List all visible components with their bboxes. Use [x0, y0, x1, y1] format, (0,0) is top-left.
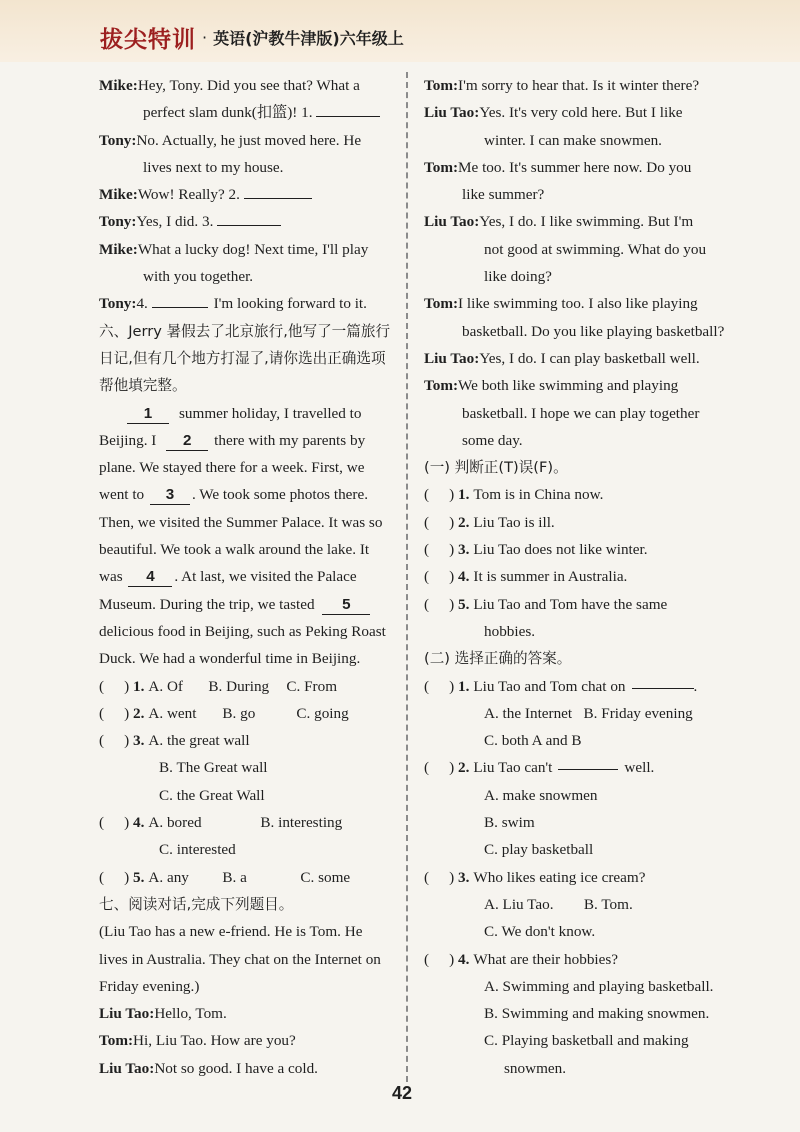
question-text: It is summer in Australia.	[473, 568, 628, 586]
gap-number: 2	[166, 432, 208, 451]
dialogue-text: Hi, Liu Tao. How are you?	[133, 1032, 296, 1050]
dialogue-text: perfect slam dunk(扣篮)! 1.	[143, 104, 317, 122]
question-text: Liu Tao and Tom have the same	[473, 595, 668, 613]
question-number: 5.	[458, 595, 470, 613]
option: C. going	[296, 704, 349, 722]
option: A. any	[148, 868, 189, 886]
option: A. bored	[148, 814, 202, 832]
answer-paren[interactable]: ( )	[99, 704, 130, 722]
passage-line: plane. We stayed there for a week. First, we	[99, 459, 365, 477]
passage-text: . We took some photos there.	[191, 486, 369, 504]
answer-paren[interactable]: ( )	[424, 950, 455, 968]
option: B. Swimming and making snowmen.	[484, 1005, 710, 1023]
question-number: 2.	[133, 704, 145, 722]
option: B. swim	[484, 814, 535, 832]
dialogue-line: basketball. I hope we can play together	[462, 404, 700, 422]
passage-text: . At last, we visited the Palace	[174, 568, 357, 586]
question-tail: well.	[624, 759, 655, 777]
tf-question	[424, 536, 730, 563]
question-number: 3.	[458, 868, 470, 886]
option: B. During	[208, 677, 270, 695]
option: C. Playing basketball and making	[484, 1032, 689, 1050]
mc-question	[424, 864, 730, 891]
answer-blank[interactable]	[217, 210, 281, 226]
passage-text: was	[99, 568, 123, 586]
dialogue-line: winter. I can make snowmen.	[484, 131, 662, 149]
speaker: Liu Tao:	[99, 1059, 155, 1077]
passage-line: Then, we visited the Summer Palace. It was so	[99, 513, 383, 531]
section-six-title-line: 日记,但有几个地方打湿了,请你选出正确选项	[99, 349, 386, 367]
answer-blank[interactable]	[244, 183, 312, 199]
passage-line	[99, 427, 399, 454]
dialogue-text: Not so good. I have a cold.	[154, 1059, 318, 1077]
section-seven-title: 七、阅读对话,完成下列题目。	[99, 895, 294, 913]
answer-paren[interactable]: ( )	[99, 677, 130, 695]
question-number: 4.	[458, 950, 470, 968]
answer-blank[interactable]	[152, 292, 208, 308]
speaker: Tom:	[424, 77, 459, 94]
speaker: Liu Tao:	[424, 349, 480, 367]
dialogue-text: Wow! Really? 2.	[137, 186, 244, 204]
answer-paren[interactable]: ( )	[99, 868, 130, 886]
answer-paren[interactable]: ( )	[424, 486, 455, 504]
dialogue-line	[99, 72, 399, 99]
question-text: What are their hobbies?	[473, 950, 619, 968]
answer-paren[interactable]: ( )	[99, 732, 130, 750]
dialogue-line	[99, 1055, 399, 1082]
choice-question-4	[99, 809, 399, 836]
question-text: Liu Tao does not like winter.	[473, 541, 648, 559]
choice-question-5	[99, 864, 399, 891]
dialogue-text: Hey, Tony. Did you see that? What a	[137, 77, 360, 94]
option: A. the great wall	[148, 732, 250, 750]
option: C. play basketball	[484, 841, 594, 859]
section-six-title-line: 帮他填完整。	[99, 377, 187, 395]
option: A. the Internet B. Friday evening	[484, 704, 693, 722]
passage-text: summer holiday, I travelled to	[179, 404, 362, 422]
question-text: Liu Tao can't	[473, 759, 553, 777]
dialogue-line	[99, 208, 399, 235]
page-header	[0, 0, 800, 62]
question-text: hobbies.	[484, 622, 536, 640]
option: A. went	[148, 704, 197, 722]
option: C. From	[286, 677, 338, 695]
speaker: Tony:	[99, 295, 137, 313]
speaker: Mike:	[99, 77, 138, 94]
answer-paren[interactable]: ( )	[424, 868, 455, 886]
speaker: Tony:	[99, 213, 137, 231]
tf-question	[424, 509, 730, 536]
passage-line	[99, 400, 399, 427]
passage-line	[99, 481, 399, 508]
dialogue-text: Yes, I do. I like swimming. But I'm	[479, 213, 694, 231]
dialogue-text: with you together.	[143, 268, 254, 286]
speaker: Liu Tao:	[424, 213, 480, 231]
dialogue-text: Yes, I did. 3.	[136, 213, 218, 231]
passage-line: delicious food in Beijing, such as Peking Roast	[99, 622, 386, 640]
tf-question	[424, 591, 730, 618]
dialogue-line	[424, 290, 730, 317]
dialogue-text: Me too. It's summer here now. Do you	[458, 158, 692, 176]
mc-question	[424, 946, 730, 973]
passage-text: Museum. During the trip, we tasted	[99, 595, 315, 613]
speaker: Liu Tao:	[99, 1005, 155, 1023]
dialogue-text: I like swimming too. I also like playing	[458, 295, 698, 313]
question-number: 3.	[458, 541, 470, 559]
answer-blank[interactable]	[632, 673, 694, 689]
speaker: Mike:	[99, 186, 138, 204]
question-number: 2.	[458, 759, 470, 777]
answer-blank[interactable]	[316, 101, 380, 117]
option: A. Of	[148, 677, 183, 695]
choice-question-2	[99, 700, 399, 727]
answer-paren[interactable]: ( )	[424, 513, 455, 531]
option: B. interesting	[260, 814, 343, 832]
passage-text: there with my parents by	[214, 431, 366, 449]
dialogue-text: I'm sorry to hear that. Is it winter there?	[458, 77, 700, 94]
question-number: 4.	[458, 568, 470, 586]
dialogue-text: 4.	[136, 295, 152, 313]
intro-line: lives in Australia. They chat on the Internet on	[99, 950, 381, 968]
answer-paren[interactable]: ( )	[424, 541, 455, 559]
dialogue-line	[99, 263, 399, 290]
speaker: Tony:	[99, 131, 137, 149]
question-number: 1.	[458, 486, 470, 504]
right-column	[424, 72, 730, 1082]
brand	[100, 20, 404, 54]
passage-line	[99, 591, 399, 618]
question-number: 1.	[133, 677, 145, 695]
dialogue-text: No. Actually, he just moved here. He	[136, 131, 362, 149]
dialogue-line	[99, 154, 399, 181]
answer-blank[interactable]	[558, 754, 618, 770]
book-subtitle: 英语(沪教牛津版)六年级上	[213, 28, 404, 48]
speaker: Tom:	[424, 158, 459, 176]
option: C. some	[300, 868, 351, 886]
brand-title: 拔尖特训	[100, 26, 196, 53]
answer-paren[interactable]: ( )	[424, 568, 455, 586]
intro-line: Friday evening.)	[99, 977, 200, 995]
passage-line	[99, 563, 399, 590]
part-one-title: (一) 判断正(T)误(F)。	[424, 459, 568, 477]
option: C. both A and B	[484, 732, 582, 750]
choice-question-3	[99, 727, 399, 754]
intro-line: (Liu Tao has a new e-friend. He is Tom. He	[99, 923, 363, 941]
dialogue-line	[99, 290, 399, 317]
dialogue-text: Yes, I do. I can play basketball well.	[479, 349, 700, 367]
gap-number: 4	[128, 568, 172, 587]
dialogue-line	[99, 99, 399, 126]
question-number: 5.	[133, 868, 145, 886]
section-six-title: 六、Jerry 暑假去了北京旅行,他写了一篇旅行	[99, 322, 391, 340]
speaker: Mike:	[99, 240, 138, 258]
option: snowmen.	[504, 1059, 567, 1077]
speaker: Tom:	[99, 1032, 134, 1050]
option: A. make snowmen	[484, 786, 598, 804]
dialogue-line	[99, 1027, 399, 1054]
option: B. go	[222, 704, 256, 722]
dialogue-text: We both like swimming and playing	[458, 377, 679, 395]
tf-question	[424, 481, 730, 508]
option: B. a	[222, 868, 247, 886]
passage-text: went to	[99, 486, 145, 504]
column-divider	[406, 72, 408, 1082]
option: A. Liu Tao. B. Tom.	[484, 895, 633, 913]
mc-question	[424, 673, 730, 700]
speaker: Tom:	[424, 295, 459, 313]
page-number: 42	[392, 1083, 413, 1103]
dialogue-text: Hello, Tom.	[154, 1005, 227, 1023]
dialogue-text: What a lucky dog! Next time, I'll play	[137, 240, 369, 258]
dialogue-text: lives next to my house.	[143, 158, 284, 176]
question-text: Liu Tao is ill.	[473, 513, 555, 531]
question-text: Who likes eating ice cream?	[473, 868, 646, 886]
answer-paren[interactable]: ( )	[424, 759, 455, 777]
question-number: 4.	[133, 814, 145, 832]
option: B. The Great wall	[159, 759, 268, 777]
answer-paren[interactable]: ( )	[99, 814, 130, 832]
gap-number: 5	[322, 596, 370, 615]
tf-question	[424, 563, 730, 590]
brand-dot: ·	[202, 27, 208, 47]
dialogue-line: like doing?	[484, 268, 552, 286]
speaker: Liu Tao:	[424, 104, 480, 122]
dialogue-line	[424, 154, 730, 181]
speaker: Tom:	[424, 377, 459, 395]
left-column	[99, 72, 399, 1082]
choice-question-1	[99, 673, 399, 700]
option: C. We don't know.	[484, 923, 596, 941]
question-number: 1.	[458, 677, 470, 695]
dialogue-line	[99, 236, 399, 263]
dialogue-line: some day.	[462, 431, 523, 449]
dialogue-text: I'm looking forward to it.	[213, 295, 367, 313]
dialogue-line: like summer?	[462, 186, 545, 204]
dialogue-line: not good at swimming. What do you	[484, 240, 707, 258]
question-tail: .	[693, 677, 698, 695]
passage-text: Beijing. I	[99, 431, 157, 449]
question-number: 3.	[133, 732, 145, 750]
passage-line: beautiful. We took a walk around the lake. It	[99, 541, 370, 559]
gap-number: 3	[150, 486, 190, 505]
dialogue-text: Yes. It's very cold here. But I like	[479, 104, 683, 122]
gap-number: 1	[127, 405, 169, 424]
mc-question	[424, 754, 730, 781]
answer-paren[interactable]: ( )	[424, 677, 455, 695]
passage-line: Duck. We had a wonderful time in Beijing.	[99, 650, 361, 668]
dialogue-line	[99, 181, 399, 208]
question-number: 2.	[458, 513, 470, 531]
option: A. Swimming and playing basketball.	[484, 977, 714, 995]
dialogue-line	[424, 345, 730, 372]
part-two-title: (二) 选择正确的答案。	[424, 650, 572, 668]
dialogue-line	[424, 372, 730, 399]
option: C. the Great Wall	[159, 786, 265, 804]
dialogue-line	[99, 127, 399, 154]
option: C. interested	[159, 841, 236, 859]
dialogue-line	[424, 72, 730, 99]
question-text: Liu Tao and Tom chat on	[473, 677, 626, 695]
dialogue-line	[99, 1000, 399, 1027]
dialogue-line	[424, 208, 730, 235]
question-text: Tom is in China now.	[473, 486, 604, 504]
answer-paren[interactable]: ( )	[424, 595, 455, 613]
dialogue-line	[424, 99, 730, 126]
dialogue-line: basketball. Do you like playing basketball?	[462, 322, 725, 340]
